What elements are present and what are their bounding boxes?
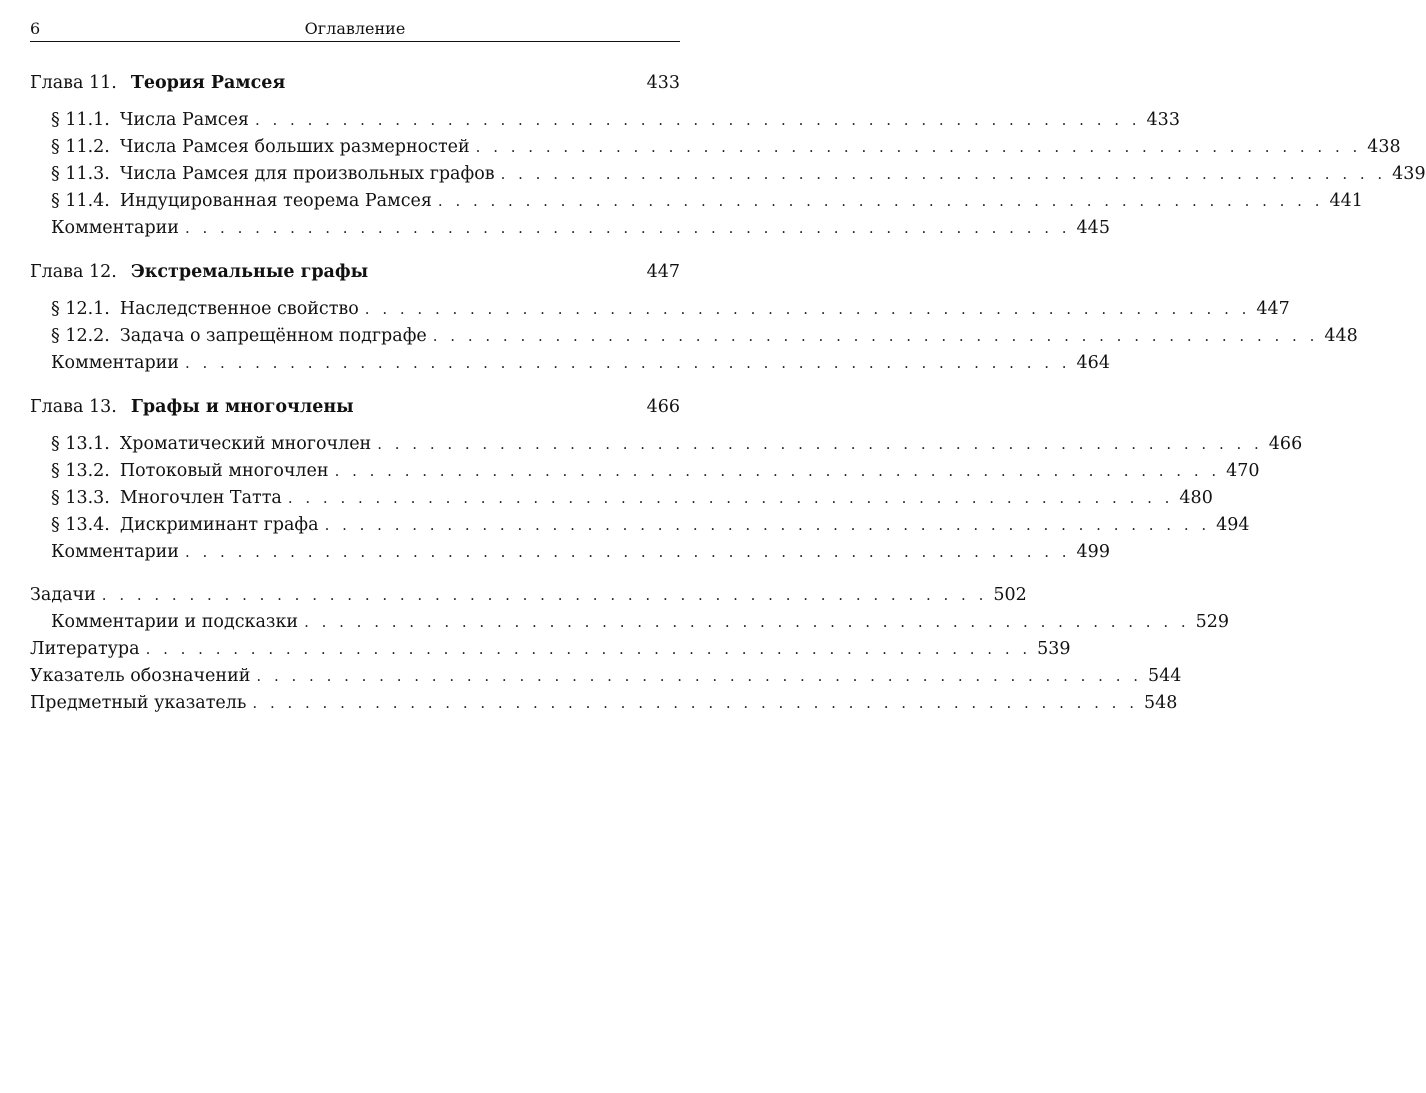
- section-title: Хроматический многочлен: [119, 434, 372, 454]
- comments-title: Комментарии: [51, 218, 179, 238]
- section-number: § 12.1.: [51, 299, 110, 319]
- section-number: § 13.2.: [51, 461, 110, 481]
- page-ref: 433: [1146, 110, 1180, 130]
- page-ref: 445: [1076, 218, 1110, 238]
- page-ref: 438: [1367, 137, 1401, 157]
- page-ref: 529: [1195, 612, 1230, 632]
- section-number: § 11.1.: [51, 110, 110, 130]
- page-ref: 448: [1324, 326, 1358, 346]
- section-number: § 11.3.: [51, 164, 110, 184]
- toc-entry[interactable]: [30, 107, 1180, 134]
- toc-entry-hints[interactable]: [30, 609, 1230, 636]
- chapter-title: Графы и многочлены: [130, 397, 354, 417]
- page-number: 6: [30, 19, 41, 38]
- toc-entry[interactable]: [30, 431, 1303, 458]
- section-number: § 11.2.: [51, 137, 110, 157]
- dot-leader: . . . . . . . . . . . . . . . . . . . . . . . . . . . . . . . . . . . . . . . . . . . . . . . . . . .: [252, 694, 1138, 712]
- page-ref: 447: [1256, 299, 1290, 319]
- section-title: Дискриминант графа: [119, 515, 319, 535]
- dot-leader: . . . . . . . . . . . . . . . . . . . . . . . . . . . . . . . . . . . . . . . . . . . . . . . . . . .: [500, 165, 1387, 183]
- page-ref: 544: [1148, 666, 1182, 686]
- toc-entry-subject-index[interactable]: [30, 690, 1178, 717]
- page-ref: 466: [1268, 434, 1303, 454]
- running-head: [30, 19, 680, 42]
- section-title: Индуцированная теорема Рамсея: [119, 191, 432, 211]
- table-of-contents: [30, 69, 1426, 717]
- dot-leader: . . . . . . . . . . . . . . . . . . . . . . . . . . . . . . . . . . . . . . . . . . . . . . . . . . .: [184, 354, 1071, 372]
- dot-leader: . . . . . . . . . . . . . . . . . . . . . . . . . . . . . . . . . . . . . . . . . . . . . . . . . . .: [475, 138, 1362, 156]
- section-title: Числа Рамсея для произвольных графов: [119, 164, 495, 184]
- section-number: § 13.3.: [51, 488, 110, 508]
- page-ref: 480: [1179, 488, 1213, 508]
- dot-leader: . . . . . . . . . . . . . . . . . . . . . . . . . . . . . . . . . . . . . . . . . . . . . . . . . . .: [184, 219, 1071, 237]
- toc-entry[interactable]: [30, 188, 1363, 215]
- toc-page: [30, 0, 1426, 1093]
- section-title: Многочлен Татта: [119, 488, 282, 508]
- dot-leader: . . . . . . . . . . . . . . . . . . . . . . . . . . . . . . . . . . . . . . . . . . . . . . . . . . .: [364, 300, 1251, 318]
- page-ref: 439: [1392, 164, 1426, 184]
- chapter-title: Теория Рамсея: [130, 73, 286, 93]
- page-ref: 464: [1076, 353, 1110, 373]
- toc-entry[interactable]: [30, 323, 1358, 350]
- toc-entry[interactable]: [30, 458, 1260, 485]
- page-ref: 470: [1226, 461, 1260, 481]
- chapter-label: Глава 11.: [30, 73, 117, 93]
- comments-title: Комментарии: [51, 542, 179, 562]
- page-ref: 539: [1037, 639, 1071, 659]
- dot-leader: . . . . . . . . . . . . . . . . . . . . . . . . . . . . . . . . . . . . . . . . . . . . . . . . . . .: [324, 516, 1211, 534]
- section-title: Наследственное свойство: [119, 299, 359, 319]
- chapter-page: 447: [646, 262, 680, 282]
- chapter-heading[interactable]: [30, 258, 680, 286]
- section-number: § 13.1.: [51, 434, 110, 454]
- toc-entry[interactable]: [30, 296, 1290, 323]
- toc-entry-notation-index[interactable]: [30, 663, 1182, 690]
- toc-entry[interactable]: [30, 512, 1250, 539]
- entry-title: Указатель обозначений: [30, 666, 251, 686]
- dot-leader: . . . . . . . . . . . . . . . . . . . . . . . . . . . . . . . . . . . . . . . . . . . . . . . . . . .: [145, 640, 1032, 658]
- chapter-heading[interactable]: [30, 393, 680, 421]
- entry-title: Литература: [30, 639, 140, 659]
- dot-leader: . . . . . . . . . . . . . . . . . . . . . . . . . . . . . . . . . . . . . . . . . . . . . . . . . . .: [334, 462, 1221, 480]
- chapter-heading[interactable]: [30, 69, 680, 97]
- dot-leader: . . . . . . . . . . . . . . . . . . . . . . . . . . . . . . . . . . . . . . . . . . . . . . . . . . .: [432, 327, 1319, 345]
- section-number: § 11.4.: [51, 191, 110, 211]
- toc-entry-comments[interactable]: [30, 350, 1110, 377]
- page-ref: 502: [993, 585, 1027, 605]
- section-number: § 12.2.: [51, 326, 110, 346]
- toc-entry[interactable]: [30, 485, 1213, 512]
- page-ref: 441: [1329, 191, 1363, 211]
- toc-entry[interactable]: [30, 161, 1426, 188]
- entry-title: Предметный указатель: [30, 693, 247, 713]
- toc-entry-comments[interactable]: [30, 215, 1110, 242]
- chapter-label: Глава 13.: [30, 397, 117, 417]
- dot-leader: . . . . . . . . . . . . . . . . . . . . . . . . . . . . . . . . . . . . . . . . . . . . . . . . . . .: [287, 489, 1174, 507]
- chapter-page: 433: [646, 73, 680, 93]
- dot-leader: . . . . . . . . . . . . . . . . . . . . . . . . . . . . . . . . . . . . . . . . . . . . . . . . . . .: [437, 192, 1324, 210]
- comments-title: Комментарии: [51, 353, 179, 373]
- dot-leader: . . . . . . . . . . . . . . . . . . . . . . . . . . . . . . . . . . . . . . . . . . . . . . . . . . .: [254, 111, 1141, 129]
- toc-entry-comments[interactable]: [30, 539, 1110, 566]
- page-ref: 499: [1076, 542, 1110, 562]
- toc-entry-bibliography[interactable]: [30, 636, 1071, 663]
- dot-leader: . . . . . . . . . . . . . . . . . . . . . . . . . . . . . . . . . . . . . . . . . . . . . . . . . . .: [184, 543, 1071, 561]
- page-ref: 494: [1216, 515, 1250, 535]
- section-title: Потоковый многочлен: [119, 461, 329, 481]
- running-title: Оглавление: [304, 19, 406, 38]
- toc-entry[interactable]: [30, 134, 1401, 161]
- dot-leader: . . . . . . . . . . . . . . . . . . . . . . . . . . . . . . . . . . . . . . . . . . . . . . . . . . .: [256, 667, 1142, 685]
- section-title: Числа Рамсея: [119, 110, 249, 130]
- chapter-title: Экстремальные графы: [130, 262, 369, 282]
- dot-leader: . . . . . . . . . . . . . . . . . . . . . . . . . . . . . . . . . . . . . . . . . . . . . . . . . . .: [101, 586, 988, 604]
- dot-leader: . . . . . . . . . . . . . . . . . . . . . . . . . . . . . . . . . . . . . . . . . . . . . . . . . . .: [377, 435, 1263, 453]
- section-number: § 13.4.: [51, 515, 110, 535]
- page-ref: 548: [1143, 693, 1178, 713]
- section-title: Числа Рамсея больших размерностей: [119, 137, 470, 157]
- entry-title: Комментарии и подсказки: [51, 612, 299, 632]
- dot-leader: . . . . . . . . . . . . . . . . . . . . . . . . . . . . . . . . . . . . . . . . . . . . . . . . . . .: [304, 613, 1190, 631]
- toc-entry-problems[interactable]: [30, 582, 1027, 609]
- chapter-page: 466: [646, 397, 680, 417]
- entry-title: Задачи: [30, 585, 96, 605]
- section-title: Задача о запрещённом подграфе: [119, 326, 427, 346]
- chapter-label: Глава 12.: [30, 262, 117, 282]
